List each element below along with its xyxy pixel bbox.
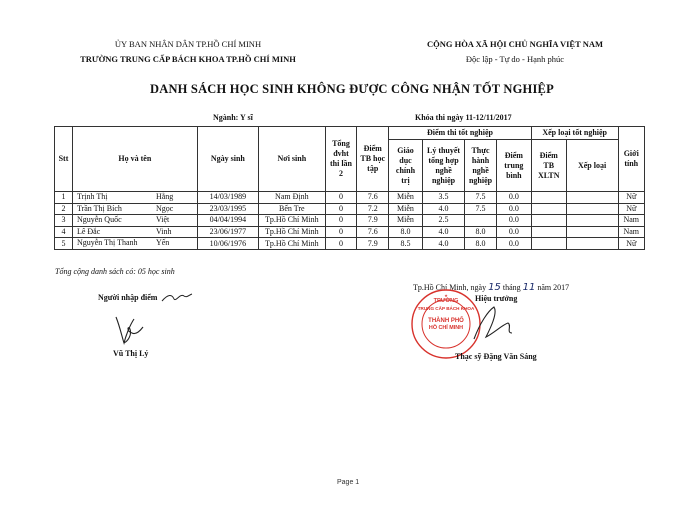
principal-signature: [468, 303, 518, 347]
col-politics: Giáo dục chính trị: [389, 140, 423, 192]
cell-birthplace: Bến Tre: [259, 203, 326, 215]
cell-politics: Miễn: [389, 192, 423, 204]
seal-line1: TRƯỜNG: [433, 298, 459, 304]
cell-theory: 4.0: [422, 226, 464, 238]
cell-dob: 23/03/1995: [197, 203, 258, 215]
date-month-label: tháng: [502, 283, 521, 292]
cell-surname: Trịnh Thị: [76, 192, 108, 201]
col-gender: Giới tính: [618, 127, 645, 192]
cell-xltn-score: [531, 226, 566, 238]
col-stt: Stt: [55, 127, 73, 192]
initials-mark: [160, 290, 194, 304]
col-group-ranking: Xếp loại tốt nghiệp: [531, 127, 618, 140]
data-entry-name: Vũ Thị Lý: [113, 349, 149, 358]
cell-surname: Nguyễn Thị Thanh: [76, 238, 138, 248]
cell-name: [72, 215, 197, 227]
seal-line3: THÀNH PHỐ: [428, 318, 464, 324]
cell-exam-avg: 0.0: [496, 238, 531, 250]
cell-exam-avg: 0.0: [496, 192, 531, 204]
cell-name: [72, 238, 197, 250]
col-credits: Tổng đvht thi lần 2: [325, 127, 357, 192]
col-theory: Lý thuyết tổng hợp nghề nghiệp: [422, 140, 464, 192]
cell-credits: 0: [325, 203, 357, 215]
cell-dob: 04/04/1994: [197, 215, 258, 227]
cell-given-name: Việt: [155, 215, 170, 225]
cell-gpa: 7.6: [357, 226, 389, 238]
cell-exam-avg: 0.0: [496, 215, 531, 227]
cell-dob: 14/03/1989: [197, 192, 258, 204]
table-row: [55, 238, 645, 250]
cell-ranking: [566, 192, 618, 204]
date-prefix: Tp.Hồ Chí Minh, ngày: [413, 283, 487, 292]
cell-practice: 7.5: [465, 203, 497, 215]
cell-xltn-score: [531, 192, 566, 204]
col-dob: Ngày sinh: [197, 127, 258, 192]
cell-exam-avg: 0.0: [496, 203, 531, 215]
principal-role: Hiệu trưởng: [475, 294, 518, 303]
cell-given-name: Yến: [155, 238, 170, 248]
cell-theory: 4.0: [422, 203, 464, 215]
col-practice: Thực hành nghề nghiệp: [465, 140, 497, 192]
date-day: 15: [488, 282, 501, 293]
table-row: [55, 192, 645, 204]
cell-birthplace: Tp.Hồ Chí Minh: [259, 215, 326, 227]
col-ranking: Xếp loại: [566, 140, 618, 192]
cell-given-name: Hằng: [155, 192, 174, 201]
total-count: Tổng cộng danh sách có: 05 học sinh: [55, 267, 175, 276]
cell-stt: 2: [55, 203, 73, 215]
cell-practice: 8.0: [465, 238, 497, 250]
cell-surname: Nguyễn Quốc: [76, 215, 122, 225]
cell-practice: 8.0: [465, 226, 497, 238]
table-row: [55, 203, 645, 215]
cell-birthplace: Tp.Hồ Chí Minh: [259, 238, 326, 250]
seal-line4: HỒ CHÍ MINH: [428, 325, 464, 331]
national-title: CỘNG HÒA XÃ HỘI CHỦ NGHĨA VIỆT NAM: [426, 39, 604, 49]
col-group-exam: Điểm thi tốt nghiệp: [389, 127, 532, 140]
cell-birthplace: Tp.Hồ Chí Minh: [259, 226, 326, 238]
cell-gpa: 7.6: [357, 192, 389, 204]
cell-name: [72, 192, 197, 204]
cell-ranking: [566, 238, 618, 250]
cell-given-name: Ngọc: [155, 203, 174, 213]
cell-stt: 4: [55, 226, 73, 238]
principal-name: Thạc sỹ Đặng Văn Sáng: [455, 352, 537, 361]
cell-gpa: 7.9: [357, 215, 389, 227]
cell-practice: [465, 215, 497, 227]
cell-stt: 5: [55, 238, 73, 250]
cell-name: [72, 203, 197, 215]
cell-gender: Nữ: [618, 238, 645, 250]
school-name: TRƯỜNG TRUNG CẤP BÁCH KHOA TP.HỒ CHÍ MINH: [80, 54, 296, 64]
cell-xltn-score: [531, 238, 566, 250]
table-row: [55, 226, 645, 238]
col-name: Họ và tên: [72, 127, 197, 192]
exam-date-label: Khóa thi ngày 11-12/11/2017: [415, 113, 512, 122]
cell-theory: 4.0: [422, 238, 464, 250]
cell-exam-avg: 0.0: [496, 226, 531, 238]
cell-given-name: Vinh: [155, 226, 172, 236]
agency-name: ỦY BAN NHÂN DÂN TP.HỒ CHÍ MINH: [114, 39, 262, 49]
cell-gpa: 7.2: [357, 203, 389, 215]
cell-name: [72, 226, 197, 238]
cell-dob: 23/06/1977: [197, 226, 258, 238]
cell-stt: 3: [55, 215, 73, 227]
cell-ranking: [566, 215, 618, 227]
cell-credits: 0: [325, 226, 357, 238]
cell-surname: Lê Đắc: [76, 226, 101, 236]
student-table: [54, 126, 645, 250]
major-label: Ngành: Y sĩ: [213, 113, 253, 122]
cell-politics: Miễn: [389, 203, 423, 215]
cell-practice: 7.5: [465, 192, 497, 204]
cell-xltn-score: [531, 203, 566, 215]
cell-theory: 3.5: [422, 192, 464, 204]
date-month: 11: [522, 282, 536, 293]
cell-politics: 8.0: [389, 226, 423, 238]
left-signature: [110, 313, 146, 347]
cell-credits: 0: [325, 192, 357, 204]
cell-surname: Trần Thị Bích: [76, 203, 122, 213]
national-motto: Độc lập - Tự do - Hạnh phúc: [465, 54, 565, 64]
cell-gender: Nam: [618, 215, 645, 227]
cell-politics: 8.5: [389, 238, 423, 250]
col-xltn-score: Điểm TB XLTN: [531, 140, 566, 192]
cell-xltn-score: [531, 215, 566, 227]
col-exam-avg: Điểm trung bình: [496, 140, 531, 192]
cell-politics: Miễn: [389, 215, 423, 227]
table-row: [55, 215, 645, 227]
cell-gender: Nữ: [618, 192, 645, 204]
cell-gpa: 7.9: [357, 238, 389, 250]
cell-credits: 0: [325, 215, 357, 227]
date-year: năm 2017: [537, 283, 570, 292]
cell-theory: 2.5: [422, 215, 464, 227]
cell-stt: 1: [55, 192, 73, 204]
cell-gender: Nữ: [618, 203, 645, 215]
page-number: Page 1: [337, 479, 360, 486]
cell-credits: 0: [325, 238, 357, 250]
svg-text:★: ★: [444, 293, 448, 298]
cell-dob: 10/06/1976: [197, 238, 258, 250]
seal-line2: TRUNG CẤP BÁCH KHOA: [417, 306, 475, 311]
cell-gender: Nam: [618, 226, 645, 238]
data-entry-role: Người nhập điểm: [98, 293, 158, 302]
cell-ranking: [566, 203, 618, 215]
col-birthplace: Nơi sinh: [259, 127, 326, 192]
document-title: DANH SÁCH HỌC SINH KHÔNG ĐƯỢC CÔNG NHẬN TỐT NGHIỆP: [150, 82, 554, 96]
col-gpa: Điểm TB học tập: [357, 127, 389, 192]
cell-ranking: [566, 226, 618, 238]
cell-birthplace: Nam Định: [259, 192, 326, 204]
